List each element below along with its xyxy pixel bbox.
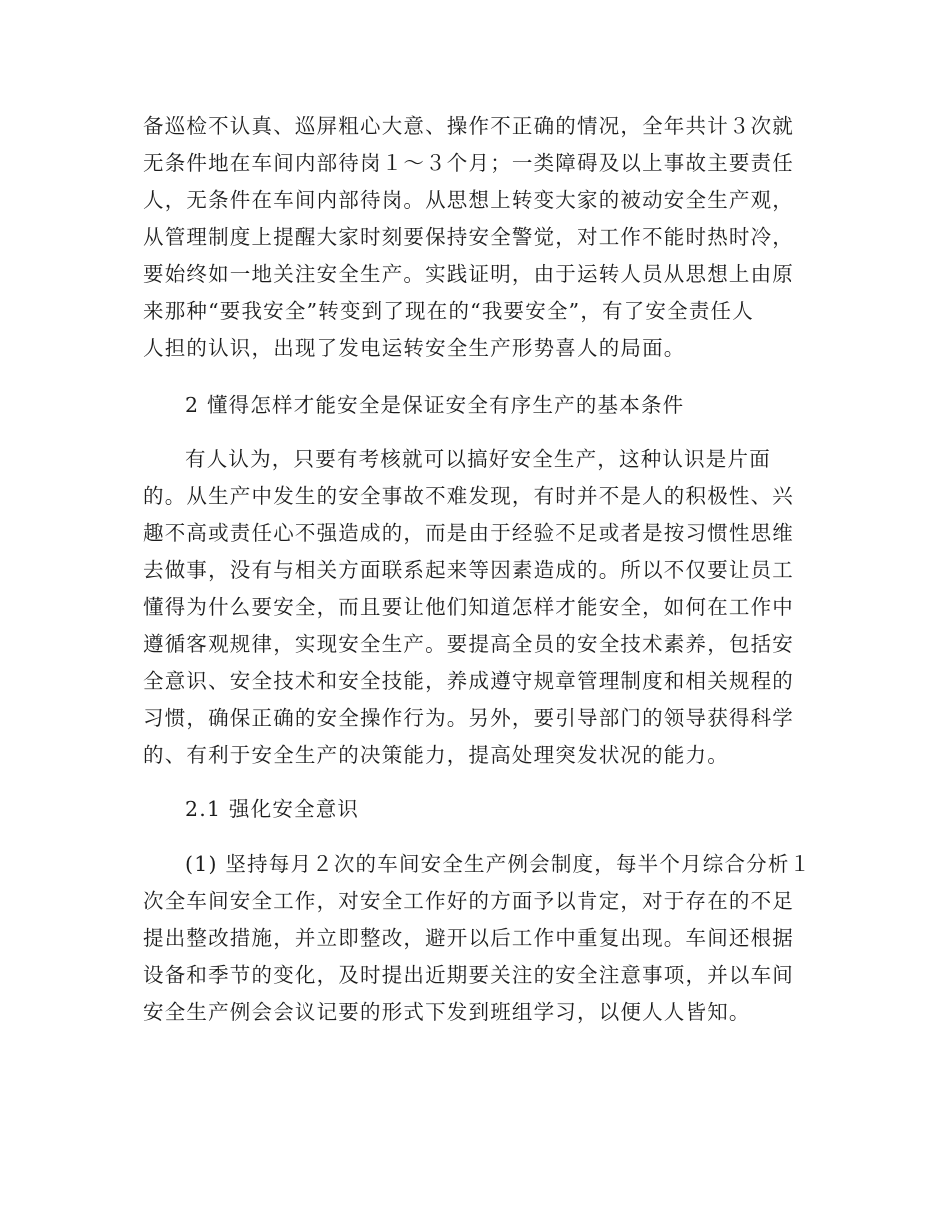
paragraph-line: 去做事，没有与相关方面联系起来等因素造成的。所以不仅要让员工 xyxy=(143,558,794,582)
paragraph-line: 人担的认识，出现了发电运转安全生产形势喜人的局面。 xyxy=(143,336,686,360)
paragraph-line: 全意识、安全技术和安全技能，养成遵守规章管理制度和相关规程的 xyxy=(143,669,794,693)
paragraph-line: 设备和季节的变化，及时提出近期要关注的安全注意事项，并以车间 xyxy=(143,963,794,987)
paragraph-line: 趣不高或责任心不强造成的，而是由于经验不足或者是按习惯性思维 xyxy=(143,521,794,545)
paragraph-line: 懂得为什么要安全，而且要让他们知道怎样才能安全，如何在工作中 xyxy=(143,595,794,619)
paragraph-line: 来那种“要我安全”转变到了现在的“我要安全”，有了安全责任人 xyxy=(143,299,754,323)
subsection-heading: 2.1 强化安全意识 xyxy=(185,797,360,821)
paragraph-line: 从管理制度上提醒大家时刻要保持安全警觉，对工作不能时热时冷， xyxy=(143,225,794,249)
paragraph-line: 的。从生产中发生的安全事故不难发现，有时并不是人的积极性、兴 xyxy=(143,484,794,508)
paragraph-line: 要始终如一地关注安全生产。实践证明，由于运转人员从思想上由原 xyxy=(143,262,794,286)
paragraph-line: (1) 坚持每月２次的车间安全生产例会制度，每半个月综合分析１ xyxy=(185,852,812,876)
paragraph-line: 的、有利于安全生产的决策能力，提高处理突发状况的能力。 xyxy=(143,743,729,767)
paragraph-line: 次全车间安全工作，对安全工作好的方面予以肯定，对于存在的不足 xyxy=(143,889,794,913)
paragraph-line: 习惯，确保正确的安全操作行为。另外，要引导部门的领导获得科学 xyxy=(143,706,794,730)
section-heading: 2 懂得怎样才能安全是保证安全有序生产的基本条件 xyxy=(185,393,685,417)
paragraph-line: 提出整改措施，并立即整改，避开以后工作中重复出现。车间还根据 xyxy=(143,926,794,950)
paragraph-line: 有人认为，只要有考核就可以搞好安全生产，这种认识是片面 xyxy=(185,447,771,471)
paragraph-line: 人，无条件在车间内部待岗。从思想上转变大家的被动安全生产观， xyxy=(143,188,794,212)
paragraph-line: 遵循客观规律，实现安全生产。要提高全员的安全技术素养，包括安 xyxy=(143,632,794,656)
paragraph-line: 无条件地在车间内部待岗１～３个月；一类障碍及以上事故主要责任 xyxy=(143,151,794,175)
paragraph-line: 备巡检不认真、巡屏粗心大意、操作不正确的情况，全年共计３次就 xyxy=(143,114,794,138)
paragraph-line: 安全生产例会会议记要的形式下发到班组学习，以便人人皆知。 xyxy=(143,1000,751,1024)
